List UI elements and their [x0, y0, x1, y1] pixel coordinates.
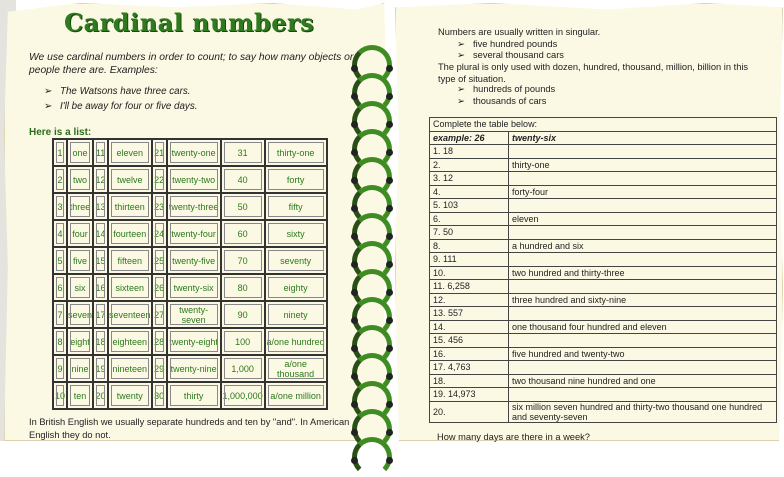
number-cell: 20 [93, 382, 108, 409]
number-cell: 28 [152, 328, 167, 355]
word-cell: forty [265, 166, 327, 193]
exercise-number-cell: 7. 50 [430, 226, 509, 240]
plural-note: The plural is only used with dozen, hundred, thousand, million, billion in this type of situation. [438, 62, 749, 84]
spiral-ring-icon [352, 185, 394, 212]
exercise-number-cell: 17. 4,763 [430, 361, 509, 375]
spiral-ring-icon [352, 297, 394, 324]
table-row [430, 185, 777, 199]
spiral-ring-icon [352, 45, 394, 72]
number-cell: 3 [53, 193, 67, 220]
word-cell: seventeen [108, 301, 152, 328]
exercise-number-cell: 1. 18 [430, 145, 509, 159]
exercise-words-cell: a hundred and six [509, 239, 777, 253]
exercise-number-cell: 8. [430, 239, 509, 253]
table-row [430, 374, 777, 388]
number-cell: 9 [53, 355, 67, 382]
exercise-number-cell: 19. 14,973 [430, 388, 509, 402]
number-cell: 7 [53, 301, 67, 328]
example-list [44, 84, 197, 114]
exercise-words-cell: three hundred and sixty-nine [509, 293, 777, 307]
number-cell: 1,000,000 [221, 382, 265, 409]
exercise-number-cell: 18. [430, 374, 509, 388]
number-cell: 13 [93, 193, 108, 220]
spiral-ring-icon [352, 269, 394, 296]
number-cell: 80 [221, 274, 265, 301]
word-cell: fifteen [108, 247, 152, 274]
list-item: ➢ hundreds of pounds [457, 84, 556, 94]
number-cell: 14 [93, 220, 108, 247]
arrow-bullet-icon: ➢ [44, 101, 53, 112]
number-cell: 40 [221, 166, 265, 193]
exercise-number-cell: 13. 557 [430, 307, 509, 321]
word-cell: ninety [265, 301, 327, 328]
number-cell: 29 [152, 355, 167, 382]
table-row [430, 131, 777, 145]
word-cell: a/one hundred [265, 328, 327, 355]
arrow-bullet-icon: ➢ [44, 86, 53, 97]
number-cell: 6 [53, 274, 67, 301]
table-row [53, 193, 327, 220]
exercise-words-cell: one thousand four hundred and eleven [509, 320, 777, 334]
number-cell: 12 [93, 166, 108, 193]
word-cell: eleven [108, 139, 152, 166]
number-cell: 8 [53, 328, 67, 355]
number-cell: 25 [152, 247, 167, 274]
table-row [430, 239, 777, 253]
exercise-words-cell[interactable] [509, 334, 777, 348]
number-cell: 90 [221, 301, 265, 328]
exercise-words-cell: five hundred and twenty-two [509, 347, 777, 361]
number-cell: 16 [93, 274, 108, 301]
word-cell: thirty-one [265, 139, 327, 166]
table-row [430, 401, 777, 422]
exercise-words-cell: thirty-one [509, 158, 777, 172]
number-cell: 10 [53, 382, 67, 409]
word-cell: five [67, 247, 93, 274]
word-cell: a/one thousand [265, 355, 327, 382]
number-cell: 21 [152, 139, 167, 166]
exercise-words-cell[interactable] [509, 280, 777, 294]
arrow-bullet-icon: ➢ [457, 39, 465, 49]
number-cell: 18 [93, 328, 108, 355]
word-cell: twenty-two [167, 166, 221, 193]
word-cell: nine [67, 355, 93, 382]
word-cell: twenty-one [167, 139, 221, 166]
exercise-number-cell: 4. [430, 185, 509, 199]
table-row [53, 220, 327, 247]
word-cell: eighty [265, 274, 327, 301]
exercise-words-cell: six million seven hundred and thirty-two thousand one hundred and seventy-seven [509, 401, 777, 422]
word-cell: a/one million [265, 382, 327, 409]
spiral-ring-icon [352, 353, 394, 380]
number-cell: 50 [221, 193, 265, 220]
word-cell: seven [67, 301, 93, 328]
exercise-number-cell: 16. [430, 347, 509, 361]
table-row [430, 253, 777, 267]
british-american-note: In British English we usually separate hundreds and ten by "and". In American English they do not. [29, 417, 350, 440]
exercise-number-cell: 15. 456 [430, 334, 509, 348]
word-cell: sixty [265, 220, 327, 247]
singular-note: Numbers are usually written in singular. [438, 27, 601, 37]
arrow-bullet-icon: ➢ [457, 50, 465, 60]
word-cell: seventy [265, 247, 327, 274]
spiral-ring-icon [352, 409, 394, 436]
exercise-words-cell[interactable] [509, 199, 777, 213]
word-cell: twenty-five [167, 247, 221, 274]
exercise-number-cell: 12. [430, 293, 509, 307]
exercise-number-cell: 20. [430, 401, 509, 422]
list-heading: Here is a list: [29, 127, 92, 138]
table-row [430, 172, 777, 186]
spiral-ring-icon [352, 101, 394, 128]
exercise-table [429, 117, 777, 423]
exercise-words-cell: two thousand nine hundred and one [509, 374, 777, 388]
arrow-bullet-icon: ➢ [457, 96, 465, 106]
exercise-words-cell: forty-four [509, 185, 777, 199]
list-item: ➢ The Watsons have three cars. [44, 86, 191, 97]
spiral-ring-icon [352, 213, 394, 240]
number-cell: 24 [152, 220, 167, 247]
number-cell: 27 [152, 301, 167, 328]
table-row [430, 307, 777, 321]
list-item: ➢ thousands of cars [457, 96, 547, 106]
word-cell: twenty-seven [167, 301, 221, 328]
exercise-words-cell[interactable] [509, 361, 777, 375]
exercise-words-cell: two hundred and thirty-three [509, 266, 777, 280]
numbers-table [52, 138, 328, 410]
word-cell: twenty-eight [167, 328, 221, 355]
table-row [53, 301, 327, 328]
spiral-ring-icon [352, 129, 394, 156]
number-cell: 60 [221, 220, 265, 247]
number-cell: 70 [221, 247, 265, 274]
word-cell: sixteen [108, 274, 152, 301]
bottom-question: How many days are there in a week? [437, 432, 590, 442]
number-cell: 23 [152, 193, 167, 220]
arrow-bullet-icon: ➢ [457, 84, 465, 94]
word-cell: four [67, 220, 93, 247]
word-cell: three [67, 193, 93, 220]
word-cell: twenty-six [167, 274, 221, 301]
number-cell: 15 [93, 247, 108, 274]
table-row [430, 145, 777, 159]
exercise-number-cell: 10. [430, 266, 509, 280]
word-cell: ten [67, 382, 93, 409]
number-cell: 30 [152, 382, 167, 409]
list-item: ➢ several thousand cars [457, 50, 564, 60]
number-cell: 4 [53, 220, 67, 247]
number-cell: 26 [152, 274, 167, 301]
exercise-number-cell: 9. 111 [430, 253, 509, 267]
example-number: example: 26 [430, 131, 509, 145]
table-row [53, 328, 327, 355]
spiral-ring-icon [352, 381, 394, 408]
word-cell: thirty [167, 382, 221, 409]
table-row [430, 293, 777, 307]
number-cell: 19 [93, 355, 108, 382]
spiral-ring-icon [352, 73, 394, 100]
number-cell: 17 [93, 301, 108, 328]
number-cell: 2 [53, 166, 67, 193]
table-row [53, 355, 327, 382]
spiral-ring-icon [352, 241, 394, 268]
table-row [430, 212, 777, 226]
word-cell: two [67, 166, 93, 193]
table-row [430, 280, 777, 294]
table-row [430, 118, 777, 132]
exercise-words-cell: eleven [509, 212, 777, 226]
table-row [430, 388, 777, 402]
word-cell: twenty-four [167, 220, 221, 247]
word-cell: twelve [108, 166, 152, 193]
exercise-number-cell: 6. [430, 212, 509, 226]
number-cell: 5 [53, 247, 67, 274]
word-cell: one [67, 139, 93, 166]
spiral-ring-icon [352, 325, 394, 352]
word-cell: twenty-three [167, 193, 221, 220]
exercise-number-cell: 2. [430, 158, 509, 172]
word-cell: eighteen [108, 328, 152, 355]
table-row [53, 166, 327, 193]
exercise-words-cell[interactable] [509, 145, 777, 159]
exercise-number-cell: 14. [430, 320, 509, 334]
table-row [53, 247, 327, 274]
exercise-words-cell[interactable] [509, 226, 777, 240]
word-cell: six [67, 274, 93, 301]
exercise-title: Complete the table below: [430, 118, 777, 132]
exercise-number-cell: 11. 6,258 [430, 280, 509, 294]
page-title: Cardinal numbers [64, 8, 315, 37]
word-cell: fifty [265, 193, 327, 220]
exercise-words-cell[interactable] [509, 307, 777, 321]
word-cell: thirteen [108, 193, 152, 220]
exercise-words-cell[interactable] [509, 253, 777, 267]
exercise-words-cell[interactable] [509, 388, 777, 402]
list-item: ➢ five hundred pounds [457, 39, 558, 49]
table-row [430, 266, 777, 280]
intro-text: We use cardinal numbers in order to count; to say how many objects or people there are. Examples: [29, 52, 354, 76]
word-cell: twenty [108, 382, 152, 409]
list-item: ➢ I'll be away for four or five days. [44, 101, 198, 112]
number-cell: 11 [93, 139, 108, 166]
spiral-ring-icon [352, 157, 394, 184]
table-row [430, 361, 777, 375]
table-row [430, 158, 777, 172]
table-row [53, 274, 327, 301]
word-cell: eight [67, 328, 93, 355]
spiral-ring-icon [352, 437, 394, 464]
word-cell: nineteen [108, 355, 152, 382]
number-cell: 1,000 [221, 355, 265, 382]
word-cell: twenty-nine [167, 355, 221, 382]
exercise-words-cell[interactable] [509, 172, 777, 186]
table-row [430, 334, 777, 348]
exercise-number-cell: 3. 12 [430, 172, 509, 186]
number-cell: 22 [152, 166, 167, 193]
number-cell: 1 [53, 139, 67, 166]
word-cell: fourteen [108, 220, 152, 247]
exercise-number-cell: 5. 103 [430, 199, 509, 213]
number-cell: 31 [221, 139, 265, 166]
table-row [430, 347, 777, 361]
table-row [430, 226, 777, 240]
table-row [53, 139, 327, 166]
number-cell: 100 [221, 328, 265, 355]
table-row [430, 320, 777, 334]
table-row [430, 199, 777, 213]
example-words: twenty-six [509, 131, 777, 145]
table-row [53, 382, 327, 409]
